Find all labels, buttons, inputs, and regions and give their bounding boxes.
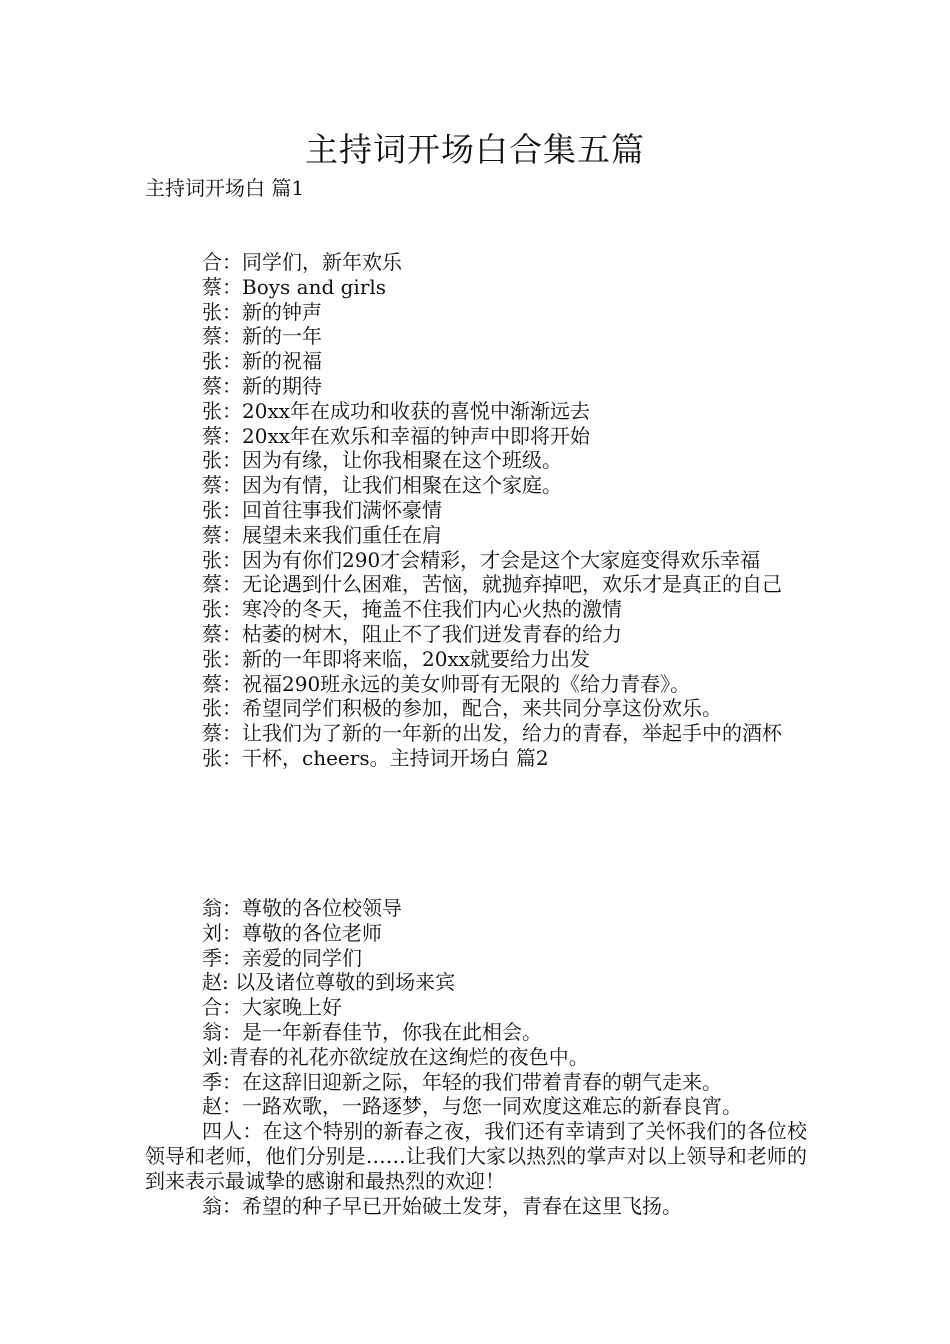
dialogue-line: 蔡：Boys and girls — [202, 274, 387, 299]
dialogue-line: 蔡：20xx年在欢乐和幸福的钟声中即将开始 — [202, 423, 591, 448]
dialogue-line: 赵: 以及诸位尊敬的到场来宾 — [202, 970, 456, 995]
dialogue-line: 蔡：无论遇到什么困难，苦恼，就抛弃掉吧，欢乐才是真正的自己 — [202, 572, 782, 597]
dialogue-line: 张：因为有缘，让你我相聚在这个班级。 — [202, 448, 562, 473]
dialogue-line: 蔡：新的一年 — [202, 324, 322, 349]
dialogue-line: 蔡：展望未来我们重任在肩 — [202, 522, 442, 547]
dialogue-line: 四人：在这个特别的新春之夜，我们还有幸请到了关怀我们的各位校领导和老师，他们分别是……让我们大家以热烈的掌声对以上领导和老师的到来表示最诚挚的感谢和最热烈的欢迎！ — [145, 1119, 807, 1193]
dialogue-line: 蔡：祝福290班永远的美女帅哥有无限的《给力青春》。 — [202, 671, 691, 696]
dialogue-line: 刘:青春的礼花亦欲绽放在这绚烂的夜色中。 — [202, 1044, 589, 1069]
dialogue-line: 翁：尊敬的各位校领导 — [202, 896, 402, 920]
dialogue-line: 张：新的钟声 — [202, 299, 322, 324]
document-title: 主持词开场白合集五篇 — [305, 130, 645, 169]
dialogue-line: 翁：希望的种子早已开始破土发芽，青春在这里飞扬。 — [202, 1193, 682, 1218]
dialogue-line: 季：在这辞旧迎新之际，年轻的我们带着青春的朝气走来。 — [202, 1069, 722, 1094]
dialogue-line: 刘：尊敬的各位老师 — [202, 920, 382, 945]
dialogue-line: 张：回首往事我们满怀豪情 — [202, 497, 442, 522]
section-1-body — [145, 250, 807, 771]
section-2-body — [145, 896, 807, 1218]
dialogue-line: 季：亲爱的同学们 — [202, 945, 362, 970]
dialogue-line: 赵：一路欢歌，一路逐梦，与您一同欢度这难忘的新春良宵。 — [202, 1094, 742, 1119]
dialogue-line: 蔡：让我们为了新的一年新的出发，给力的青春，举起手中的酒杯 — [202, 721, 782, 746]
dialogue-line: 蔡：新的期待 — [202, 373, 322, 398]
section-1-heading: 主持词开场白 篇1 — [145, 176, 305, 200]
dialogue-line: 张：干杯，cheers。主持词开场白 篇2 — [202, 745, 549, 770]
dialogue-line: 张：新的祝福 — [202, 349, 322, 374]
dialogue-line: 合：大家晚上好 — [202, 995, 342, 1020]
dialogue-line: 张：因为有你们290才会精彩，才会是这个大家庭变得欢乐幸福 — [202, 547, 761, 572]
dialogue-line: 蔡：因为有情，让我们相聚在这个家庭。 — [202, 473, 562, 498]
dialogue-line: 蔡：枯萎的树木，阻止不了我们迸发青春的给力 — [202, 621, 622, 646]
dialogue-line: 张：希望同学们积极的参加，配合，来共同分享这份欢乐。 — [202, 696, 722, 721]
dialogue-line: 张：20xx年在成功和收获的喜悦中渐渐远去 — [202, 398, 591, 423]
dialogue-line: 翁：是一年新春佳节，你我在此相会。 — [202, 1019, 542, 1044]
dialogue-line: 张：新的一年即将来临，20xx就要给力出发 — [202, 646, 591, 671]
dialogue-line: 合：同学们，新年欢乐 — [202, 250, 402, 274]
dialogue-line: 张：寒冷的冬天，掩盖不住我们内心火热的激情 — [202, 597, 622, 622]
